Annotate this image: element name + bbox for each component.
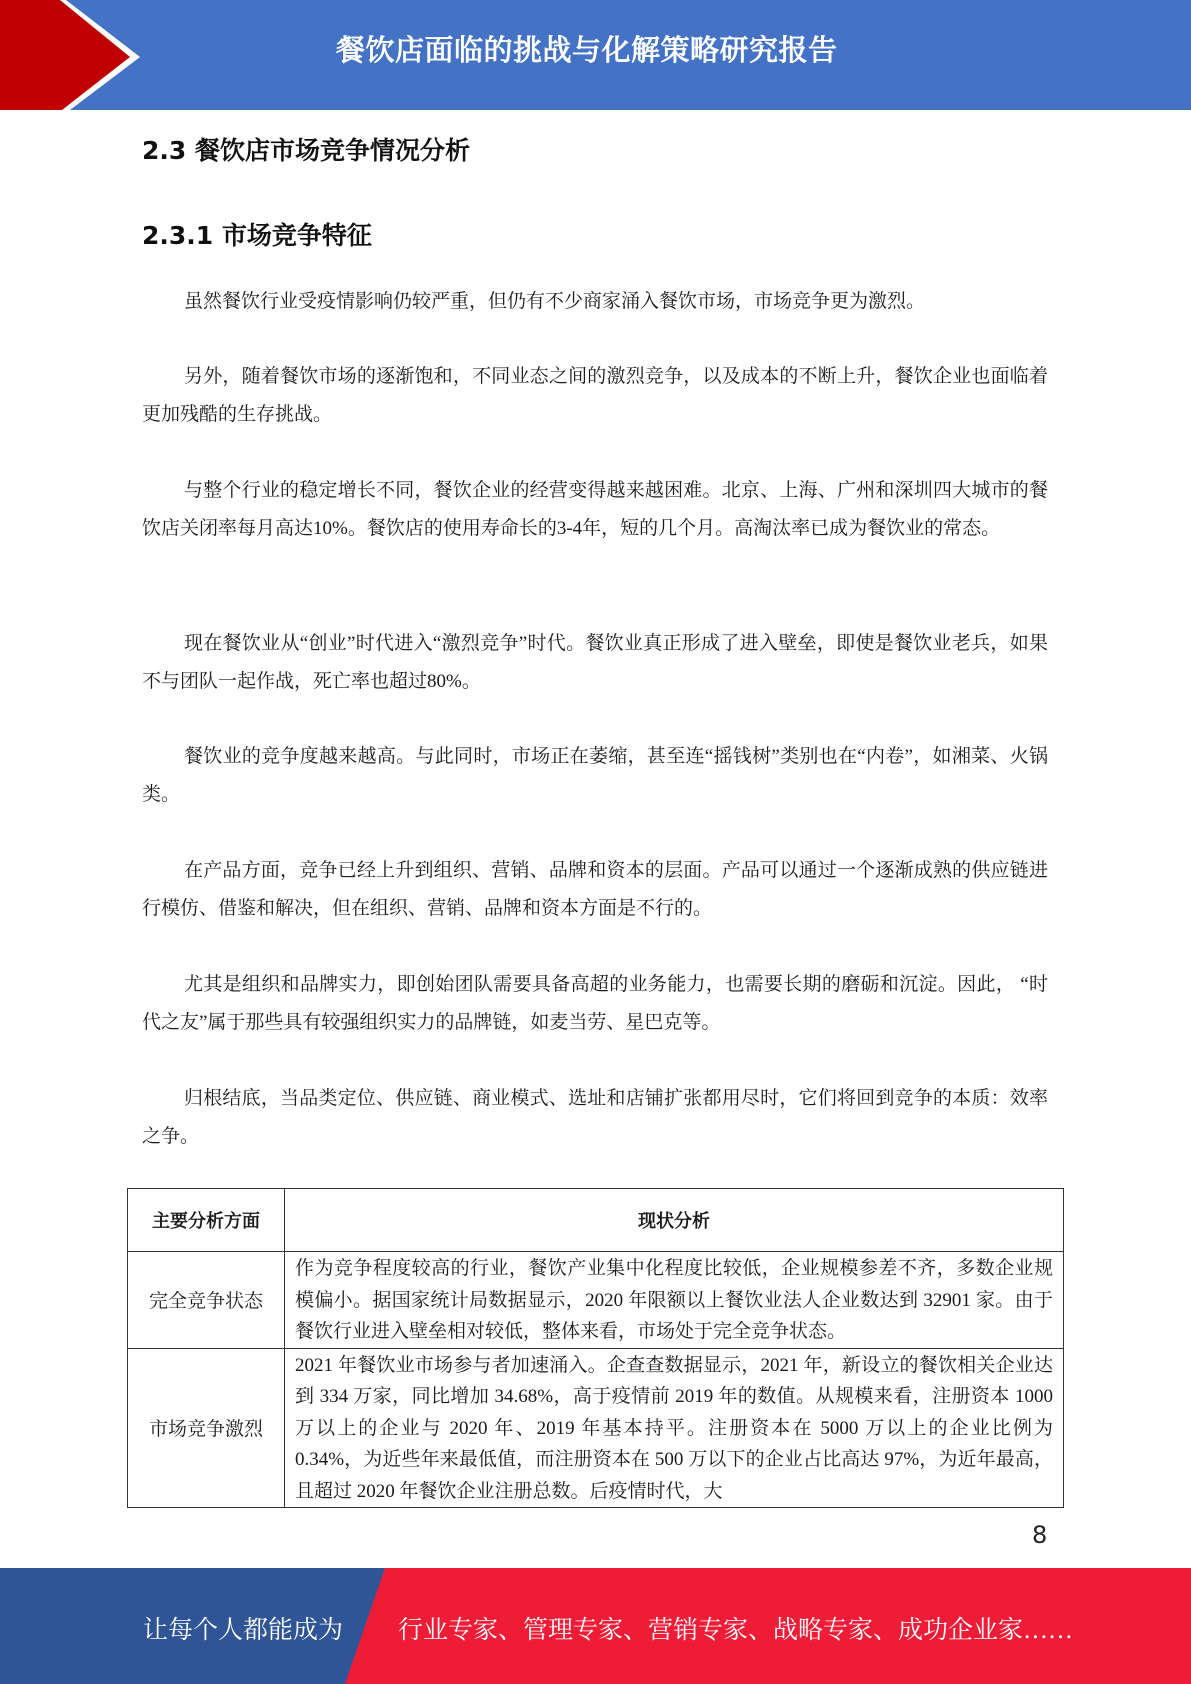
column-header-analysis: 现状分析: [285, 1189, 1064, 1252]
footer-slogan-right: 行业专家、管理专家、营销专家、战略专家、成功企业家……: [398, 1617, 1074, 1644]
table-row: [128, 1348, 1064, 1508]
aspect-cell: 市场竞争激烈: [128, 1348, 285, 1508]
report-title: 餐饮店面临的挑战与化解策略研究报告: [336, 33, 838, 67]
paragraph: 尤其是组织和品牌实力，即创始团队需要具备高超的业务能力，也需要长期的磨砺和沉淀。因此， “时代之友”属于那些具有较强组织实力的品牌链，如麦当劳、星巴克等。: [142, 974, 1048, 1033]
paragraph: 在产品方面，竞争已经上升到组织、营销、品牌和资本的层面。产品可以通过一个逐渐成熟的供应链进行模仿、借鉴和解决，但在组织、营销、品牌和资本方面是不行的。: [142, 860, 1048, 919]
page-number: 8: [1032, 1521, 1048, 1549]
paragraph: 归根结底，当品类定位、供应链、商业模式、选址和店铺扩张都用尽时，它们将回到竞争的本质：效率之争。: [142, 1088, 1048, 1147]
table-header-row: [128, 1189, 1064, 1252]
paragraph: 另外，随着餐饮市场的逐渐饱和，不同业态之间的激烈竞争，以及成本的不断上升，餐饮企业也面临着更加残酷的生存挑战。: [142, 366, 1048, 425]
footer-slogan-left: 让每个人都能成为: [143, 1617, 344, 1644]
analysis-cell: 作为竞争程度较高的行业，餐饮产业集中化程度比较低，企业规模参差不齐，多数企业规模偏小。据国家统计局数据显示，2020 年限额以上餐饮业法人企业数达到 32901 家。由于餐饮行业进入壁垒相对较低，整体来看，市场处于完全竞争状态。: [285, 1252, 1064, 1349]
analysis-table: [127, 1188, 1064, 1508]
header-arrow-decoration: [0, 0, 200, 110]
column-header-aspect: 主要分析方面: [128, 1189, 285, 1252]
paragraph: 现在餐饮业从“创业”时代进入“激烈竞争”时代。餐饮业真正形成了进入壁垒，即使是餐饮业老兵，如果不与团队一起作战，死亡率也超过80%。: [142, 633, 1048, 692]
subsection-heading: 2.3.1 市场竞争特征: [142, 221, 372, 250]
paragraph: 与整个行业的稳定增长不同，餐饮企业的经营变得越来越困难。北京、上海、广州和深圳四大城市的餐饮店关闭率每月高达10%。餐饮店的使用寿命长的3-4年，短的几个月。高淘汰率已成为餐饮业的常态。: [142, 480, 1048, 539]
analysis-cell: 2021 年餐饮业市场参与者加速涌入。企查查数据显示，2021 年，新设立的餐饮相关企业达到 334 万家，同比增加 34.68%，高于疫情前 2019 年的数值。从规模来看，注册资本 1000 万以上的企业与 2020 年、2019 年基本持平。注册资本在 5000 万以上的企业比例为 0.34%，为近些年来最低值，而注册资本在 500 万以下的企业占比高达 97%，为近年最高，且超过 2020 年餐饮企业注册总数。后疫情时代，大: [285, 1348, 1064, 1508]
aspect-cell: 完全竞争状态: [128, 1252, 285, 1349]
section-heading: 2.3 餐饮店市场竞争情况分析: [142, 136, 470, 165]
page-footer: [0, 1568, 1191, 1684]
table-row: [128, 1252, 1064, 1349]
paragraph: 餐饮业的竞争度越来越高。与此同时，市场正在萎缩，甚至连“摇钱树”类别也在“内卷”，如湘菜、火锅类。: [142, 746, 1048, 805]
paragraph: 虽然餐饮行业受疫情影响仍较严重，但仍有不少商家涌入餐饮市场，市场竞争更为激烈。: [184, 291, 926, 312]
page-header: [0, 0, 1191, 110]
